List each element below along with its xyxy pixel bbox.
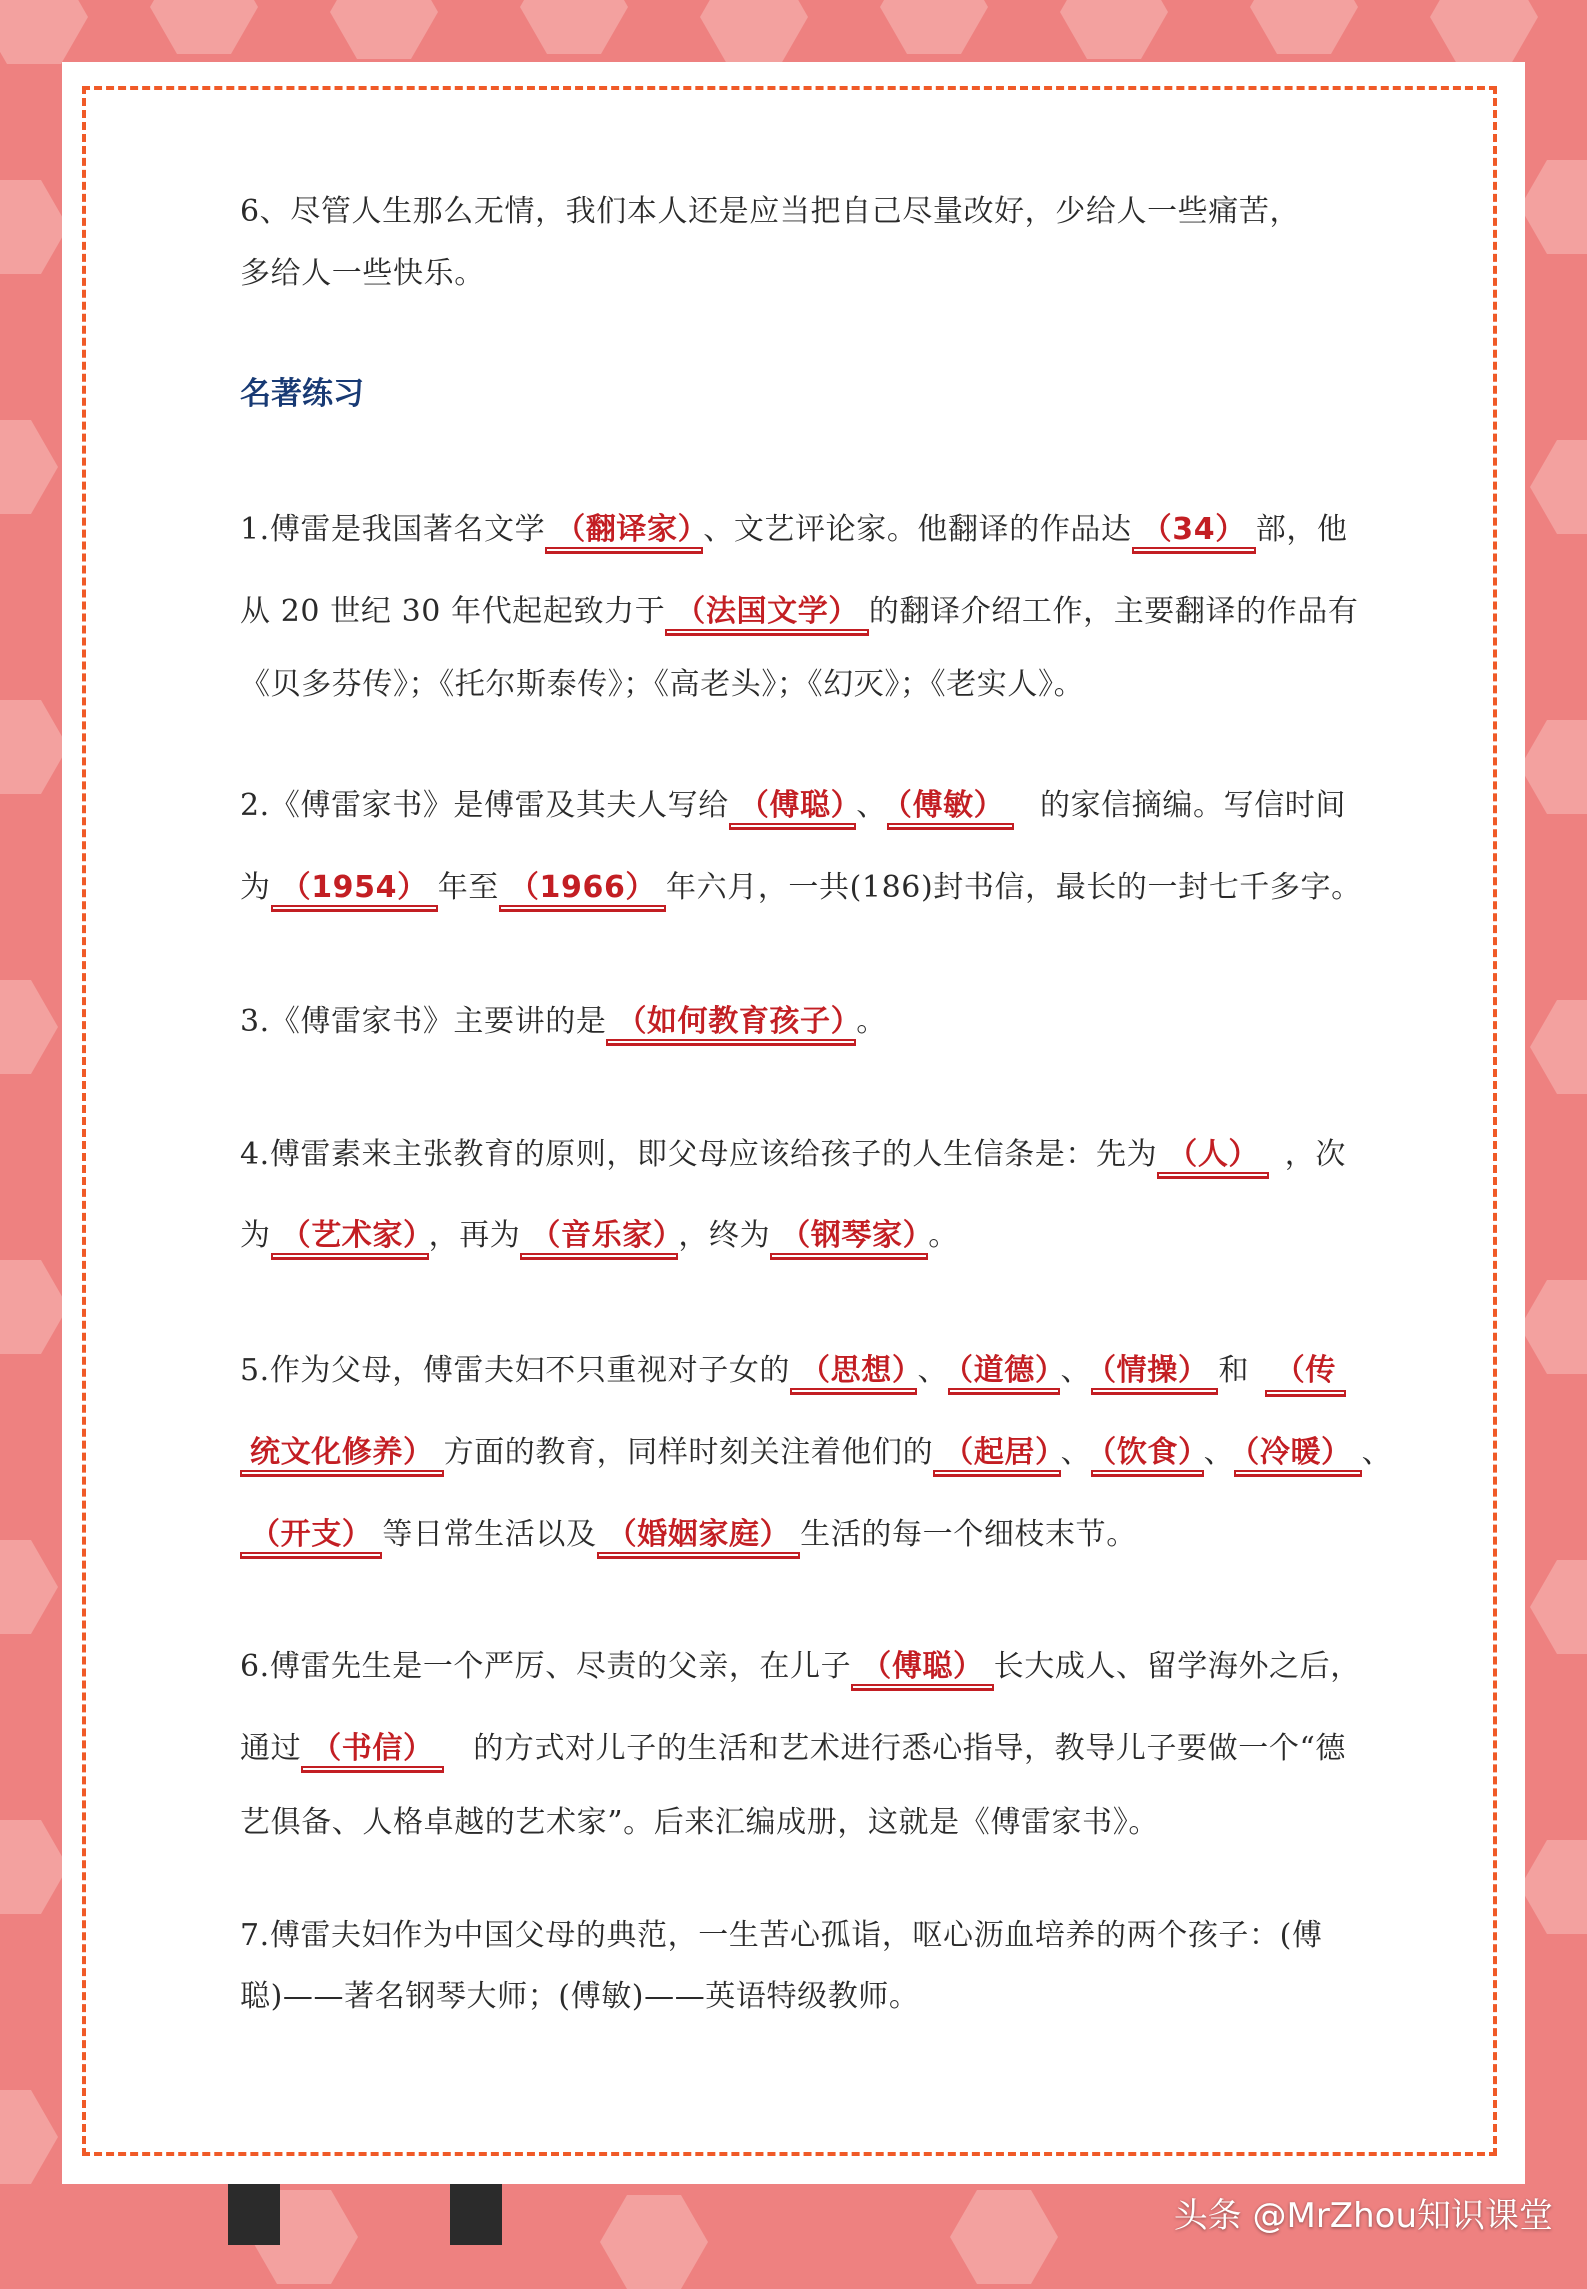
- answer-blank: （道德）: [948, 1353, 1060, 1390]
- answer-blank: （冷暖）: [1234, 1435, 1361, 1472]
- answer-blank: （书信）: [301, 1731, 443, 1768]
- q2-line-1: 2.《傅雷家书》是傅雷及其夫人写给 （傅聪） 、 （傅敏） 的家信摘编。写信时间: [240, 788, 1346, 823]
- answer-blank: （1954）: [271, 870, 438, 907]
- q6-line-3: 艺俱备、人格卓越的艺术家”。后来汇编成册，这就是《傅雷家书》。: [240, 1805, 1159, 1840]
- q7-line-2: 聪)——著名钢琴大师；(傅敏)——英语特级教师。: [240, 1979, 920, 2014]
- answer-blank: （钢琴家）: [770, 1218, 928, 1255]
- answer-blank: （开支）: [240, 1517, 382, 1554]
- q6-line-1: 6.傅雷先生是一个严厉、尽责的父亲，在儿子 （傅聪） 长大成人、留学海外之后，: [240, 1649, 1361, 1684]
- answer-blank: （思想）: [790, 1353, 917, 1390]
- cartoon-leg-right: [450, 2184, 502, 2245]
- q4-line-2: 为 （艺术家） ，再为 （音乐家） ，终为 （钢琴家） 。: [240, 1218, 959, 1253]
- answer-blank: （翻译家）: [545, 512, 703, 549]
- q1-line-1: 1.傅雷是我国著名文学 （翻译家） 、文艺评论家。他翻译的作品达 （34） 部，他: [240, 512, 1348, 547]
- q1-line-2: 从 20 世纪 30 年代起起致力于 （法国文学） 的翻译介绍工作，主要翻译的作品有: [240, 594, 1359, 629]
- answer-blank: （人）: [1157, 1137, 1269, 1174]
- q5-line-1: 5.作为父母，傅雷夫妇不只重视对子女的 （思想） 、 （道德） 、 （情操） 和 （传: [240, 1351, 1346, 1392]
- q3-line-1: 3.《傅雷家书》主要讲的是 （如何教育孩子） 。: [240, 1004, 887, 1039]
- answer-blank: （如何教育孩子）: [606, 1004, 856, 1041]
- answer-blank: （傅敏）: [887, 788, 1014, 825]
- prev-item-line-1: 6、尽管人生那么无情，我们本人还是应当把自己尽量改好，少给人一些痛苦，: [240, 194, 1301, 229]
- watermark: 头条 @MrZhou知识课堂: [1173, 2196, 1553, 2236]
- section-title: 名著练习: [240, 376, 364, 412]
- answer-blank: （傅聪）: [729, 788, 856, 825]
- q5-line-3: （开支） 等日常生活以及 （婚姻家庭） 生活的每一个细枝末节。: [240, 1515, 1137, 1554]
- answer-blank: （情操）: [1091, 1353, 1218, 1390]
- q1-line-3: 《贝多芬传》；《托尔斯泰传》；《高老头》；《幻灭》；《老实人》。: [240, 667, 1085, 702]
- answer-blank: （传: [1265, 1351, 1346, 1392]
- answer-blank: （婚姻家庭）: [597, 1517, 801, 1554]
- answer-blank: （傅聪）: [851, 1649, 993, 1686]
- answer-blank: 统文化修养）: [240, 1435, 444, 1472]
- cartoon-leg-left: [228, 2184, 280, 2245]
- answer-blank: （饮食）: [1091, 1435, 1203, 1472]
- answer-blank: （起居）: [933, 1435, 1060, 1472]
- answer-blank: （34）: [1132, 512, 1256, 549]
- q5-line-2: 统文化修养） 方面的教育，同样时刻关注着他们的 （起居） 、 （饮食） 、 （冷暖） 、: [240, 1433, 1346, 1472]
- q6-line-2: 通过 （书信） 的方式对儿子的生活和艺术进行悉心指导，教导儿子要做一个“德: [240, 1731, 1346, 1766]
- q4-line-1: 4.傅雷素来主张教育的原则，即父母应该给孩子的人生信条是：先为 （人） ，次: [240, 1137, 1346, 1172]
- answer-blank: （1966）: [499, 870, 666, 907]
- prev-item-line-2: 多给人一些快乐。: [240, 256, 485, 291]
- answer-blank: （音乐家）: [520, 1218, 678, 1255]
- answer-blank: （艺术家）: [271, 1218, 429, 1255]
- q7-line-1: 7.傅雷夫妇作为中国父母的典范，一生苦心孤诣，呕心沥血培养的两个孩子：(傅: [240, 1918, 1323, 1953]
- q2-line-2: 为 （1954） 年至 （1966） 年六月，一共(186)封书信，最长的一封七千多字。: [240, 870, 1362, 905]
- answer-blank: （法国文学）: [665, 594, 869, 631]
